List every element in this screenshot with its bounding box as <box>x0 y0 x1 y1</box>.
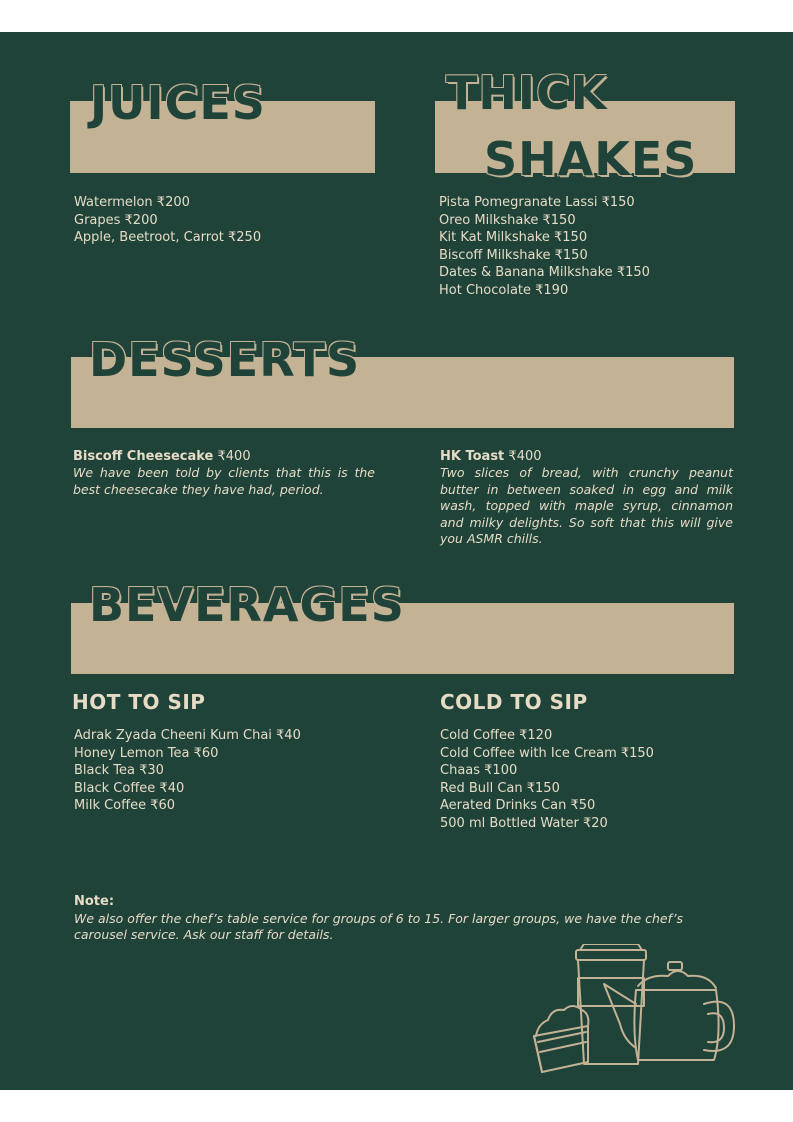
list-item: Oreo Milkshake ₹150 <box>439 212 576 228</box>
list-item: Black Tea ₹30 <box>74 763 164 779</box>
list-item: 500 ml Bottled Water ₹20 <box>440 815 608 831</box>
list-item: Honey Lemon Tea ₹60 <box>74 745 219 761</box>
dessert-item-hk-toast <box>440 448 733 548</box>
list-item: Hot Chocolate ₹190 <box>439 282 569 298</box>
list-item: Aerated Drinks Can ₹50 <box>440 798 596 814</box>
beverages-heading: BEVERAGES <box>89 578 405 632</box>
list-item: Red Bull Can ₹150 <box>440 780 560 796</box>
dessert-price: ₹400 <box>217 449 251 464</box>
list-item: Adrak Zyada Cheeni Kum Chai ₹40 <box>74 728 301 743</box>
desserts-heading: DESSERTS <box>89 333 361 387</box>
hot-to-sip-title: HOT TO SIP <box>72 690 206 714</box>
note-label: Note: <box>74 894 115 909</box>
list-item: Kit Kat Milkshake ₹150 <box>439 230 588 246</box>
list-item: Chaas ₹100 <box>440 763 518 779</box>
shakes-heading-line2: SHAKES <box>484 132 698 186</box>
shakes-list <box>439 194 650 300</box>
menu-page <box>0 32 793 1090</box>
list-item: Grapes ₹200 <box>74 212 158 228</box>
dessert-name: Biscoff Cheesecake <box>73 449 214 464</box>
list-item: Milk Coffee ₹60 <box>74 798 176 814</box>
juices-heading: JUICES <box>90 76 266 130</box>
cold-to-sip-title: COLD TO SIP <box>440 690 588 714</box>
teapot-icon <box>604 962 719 1060</box>
shakes-heading-line1: THICK <box>446 66 608 120</box>
note-text: We also offer the chef’s table service for groups of 6 to 15. For larger groups, we have the chef’s carousel service. Ask our staff for details. <box>74 910 684 942</box>
dessert-price: ₹400 <box>508 449 542 464</box>
dessert-description: Two slices of bread, with crunchy peanut butter in between soaked in egg and milk wash, topped with maple syrup, cinnamon and milky delights. So soft that this will give you ASMR chills. <box>440 465 733 546</box>
dessert-item-cheesecake <box>73 448 375 498</box>
dessert-description: We have been told by clients that this is the best cheesecake they have had, period. <box>73 465 375 497</box>
list-item: Biscoff Milkshake ₹150 <box>439 247 588 263</box>
list-item: Watermelon ₹200 <box>74 195 190 210</box>
list-item: Cold Coffee ₹120 <box>440 728 553 743</box>
juices-list <box>74 194 261 247</box>
cafe-illustration <box>528 944 738 1074</box>
list-item: Apple, Beetroot, Carrot ₹250 <box>74 230 262 246</box>
hot-list <box>74 727 301 815</box>
dessert-name: HK Toast <box>440 449 505 464</box>
cold-list <box>440 727 654 833</box>
note <box>74 894 734 944</box>
list-item: Cold Coffee with Ice Cream ₹150 <box>440 745 654 761</box>
list-item: Black Coffee ₹40 <box>74 780 185 796</box>
list-item: Pista Pomegranate Lassi ₹150 <box>439 195 635 210</box>
list-item: Dates & Banana Milkshake ₹150 <box>439 265 650 281</box>
